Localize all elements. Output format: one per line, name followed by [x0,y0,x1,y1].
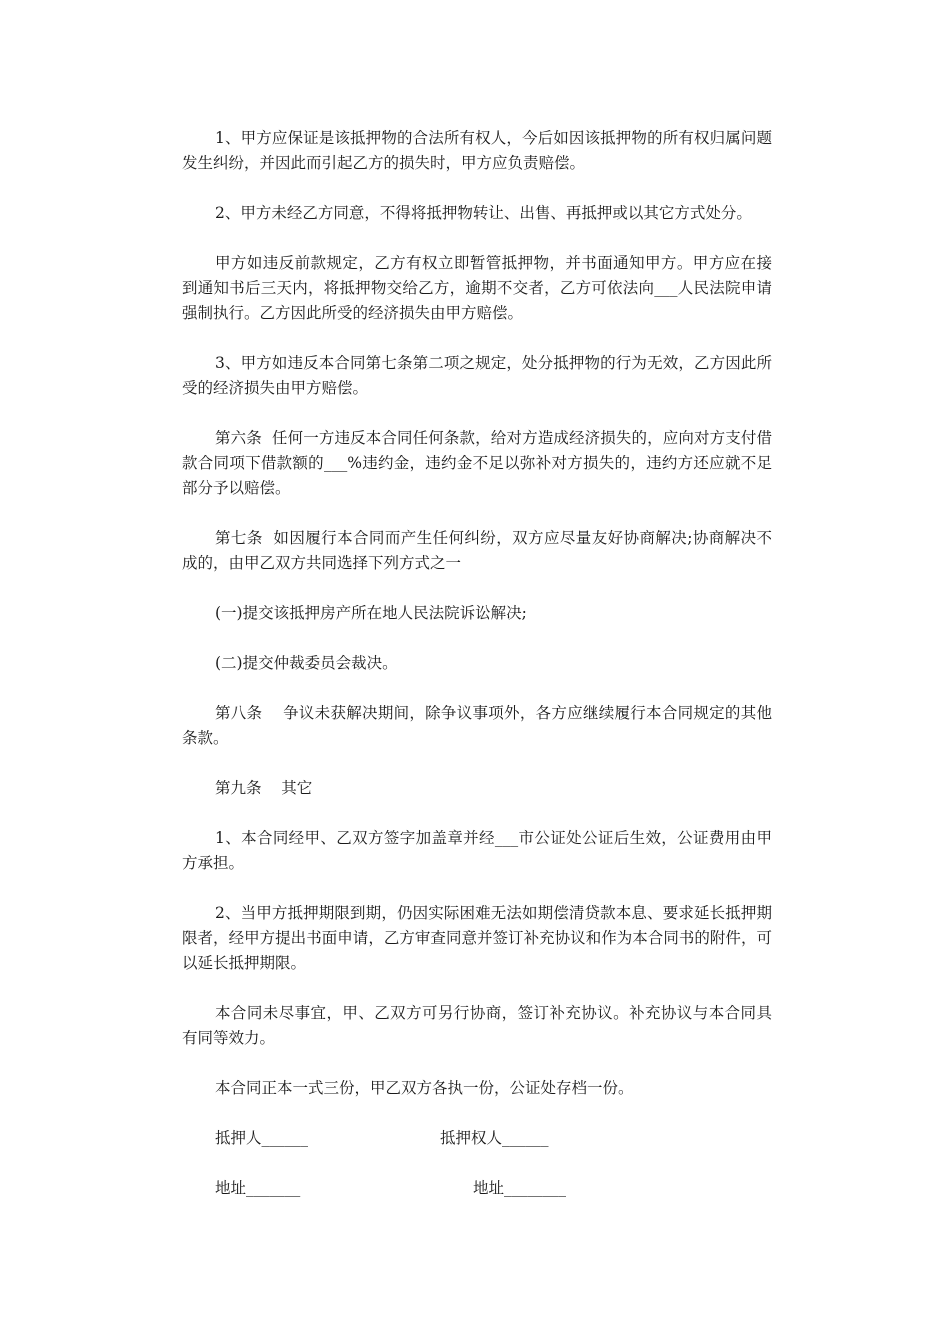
clause-notarization: 1、本合同经甲、乙双方签字加盖章并经___市公证处公证后生效，公证费用由甲方承担。 [182,829,772,872]
clause-owner-guarantee: 1、甲方应保证是该抵押物的合法所有权人，今后如因该抵押物的所有权归属问题发生纠纷，并因此而引起乙方的损失时，甲方应负责赔偿。 [182,129,772,172]
signature-row-parties [182,1126,772,1151]
mortgagor-address-field: 地址_______ [215,1179,301,1197]
article-eight: 第八条 争议未获解决期间，除争议事项外，各方应继续履行本合同规定的其他条款。 [182,704,772,747]
mortgagee-address-field: 地址________ [473,1179,567,1197]
clause-invalid-disposal: 3、甲方如违反本合同第七条第二项之规定，处分抵押物的行为无效，乙方因此所受的经济损失由甲方赔偿。 [182,354,772,397]
option-court: (一)提交该抵押房产所在地人民法院诉讼解决; [215,604,527,622]
clause-violation-custody: 甲方如违反前款规定，乙方有权立即暂管抵押物，并书面通知甲方。甲方应在接到通知书后三天内，将抵押物交给乙方，逾期不交者，乙方可依法向___人民法院申请强制执行。乙方因此所受的经济损失由甲方赔偿。 [182,254,772,322]
clause-extension: 2、当甲方抵押期限到期，仍因实际困难无法如期偿清贷款本息、要求延长抵押期限者，经甲方提出书面申请，乙方审查同意并签订补充协议和作为本合同书的附件，可以延长抵押期限。 [182,904,772,972]
clause-copies: 本合同正本一式三份，甲乙双方各执一份，公证处存档一份。 [215,1079,634,1097]
mortgagee-signature-field: 抵押权人______ [440,1129,549,1147]
clause-no-transfer: 2、甲方未经乙方同意，不得将抵押物转让、出售、再抵押或以其它方式处分。 [215,204,752,222]
article-nine-heading: 第九条 其它 [215,779,313,797]
article-six: 第六条 任何一方违反本合同任何条款，给对方造成经济损失的，应向对方支付借款合同项下借款额的___%违约金，违约金不足以弥补对方损失的，违约方还应就不足部分予以赔偿。 [182,429,772,497]
clause-supplementary: 本合同未尽事宜，甲、乙双方可另行协商，签订补充协议。补充协议与本合同具有同等效力。 [182,1004,772,1047]
contract-document [182,126,772,1226]
signature-row-addresses [182,1176,772,1201]
mortgagor-signature-field: 抵押人______ [215,1129,309,1147]
option-arbitration: (二)提交仲裁委员会裁决。 [215,654,398,672]
article-seven: 第七条 如因履行本合同而产生任何纠纷，双方应尽量友好协商解决;协商解决不成的，由甲乙双方共同选择下列方式之一 [182,529,772,572]
